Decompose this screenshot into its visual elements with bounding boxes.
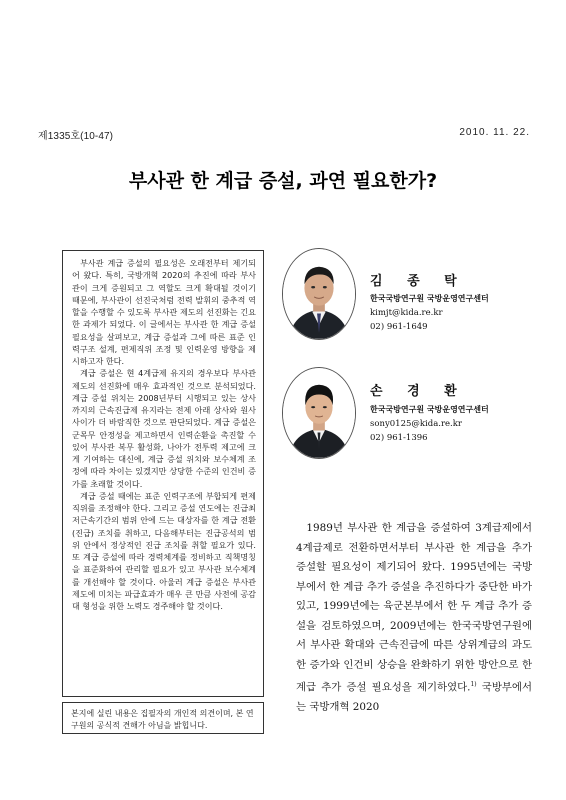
summary-paragraph: 부사관 계급 증설의 필요성은 오래전부터 제기되어 왔다. 특히, 국방개혁 2020의 추진에 따라 부사관이 크게 증원되고 그 역할도 크게 확대될 것이기 때문에, 부사관이 선진국처럼 전력 발휘의 중추적 역할을 수행할 수 있도록 부사관 제도의 선진화는 긴요한 과제가 되었다. 이 글에서는 부사관 한 계급 증설 필요성을 살펴보고, 계급 증설과 그에 따른 표준 인력구조 설계, 편제직위 조정 및 인력운영 방향을 제시하고자 한다. bbox=[72, 258, 256, 366]
body-paragraph bbox=[296, 519, 532, 717]
summary-box bbox=[62, 250, 264, 697]
body-text-segment: 1989년 부사관 한 계급을 증설하여 3계급제에서 4계급제로 전환하면서부터 부사관 한 계급을 추가 증설할 필요성이 제기되어 왔다. 1995년에는 국방부에서 한 계급 추가 증설을 추진하다가 중단한 바가 있고, 1999년에는 육군본부에서 한 두 계급 추가 증설을 검토하였으며, 2009년에는 한국국방연구원에서 부사관 확대와 근속진급에 따른 상위계급의 과도한 증가와 인건비 상승을 완화하기 위한 방안으로 한 계급 추가 증설 필요성을 제기하였다. bbox=[296, 522, 532, 694]
author-photo bbox=[282, 248, 356, 340]
author-org: 한국국방연구원 국방운영연구센터 bbox=[370, 294, 489, 303]
author-photo bbox=[282, 367, 356, 459]
page-title: 부사관 한 계급 증설, 과연 필요한가? bbox=[128, 170, 438, 192]
publication-date: 2010. 11. 22. bbox=[459, 127, 530, 138]
author-email: sony0125@kida.re.kr bbox=[370, 419, 462, 429]
summary-paragraph: 계급 증설 때에는 표준 인력구조에 부합되게 편제직위를 조정해야 한다. 그리고 증설 연도에는 진급최저근속기간의 범위 안에 드는 대상자를 한 계급 전환(진급) 조치를 취하고, 다음해부터는 진급공석의 범위 안에서 정상적인 진급 조치를 취할 필요가 있다. 또 계급 증설에 따라 경력체계를 정비하고 직책명칭을 표준화하여 관리할 필요가 있고 부사관 보수체계를 개선해야 할 것이다. 아울러 계급 증설은 부사관 제도에 미치는 파급효과가 매우 큰 만큼 사전에 공감대 형성을 위한 노력도 경주해야 할 것이다. bbox=[72, 490, 256, 611]
author-phone: 02) 961-1396 bbox=[370, 433, 428, 443]
author-org: 한국국방연구원 국방운영연구센터 bbox=[370, 405, 489, 414]
body-text bbox=[296, 519, 532, 717]
body-text-segment: 국방부에서는 국방개혁 2020 bbox=[296, 681, 532, 713]
disclaimer-box: 본지에 실린 내용은 집필자의 개인적 의견이며, 본 연구원의 공식적 견해가 아님을 밝힙니다. bbox=[62, 702, 264, 734]
issue-number: 제1335호(10-47) bbox=[38, 131, 114, 142]
author-name: 손 경 환 bbox=[370, 384, 467, 399]
footnote-mark[interactable]: 1) bbox=[470, 681, 477, 688]
author-portrait-image bbox=[283, 368, 355, 458]
author-portrait-image bbox=[283, 249, 355, 339]
author-email: kimjt@kida.re.kr bbox=[370, 308, 443, 318]
author-name: 김 종 탁 bbox=[370, 274, 467, 289]
summary-paragraph: 계급 증설은 현 4계급제 유지의 경우보다 부사관 제도의 선진화에 매우 효과적인 것으로 분석되었다. 계급 증설 위치는 2008년부터 시행되고 있는 상사까지의 근속진급제 유지라는 전제 아래 상사와 원사 사이가 더 바람직한 것으로 판단되었다. 계급 증설은 군목무 안정성을 제고하면서 인력순환을 촉진할 수 있어 부사관 복무 활성화, 나아가 전투력 제고에 크게 기여하는 대신에, 계급 증설 위치와 보수체계 조정에 따라 차이는 있겠지만 상당한 수준의 인건비 증가를 초래할 것이다. bbox=[72, 368, 256, 489]
author-phone: 02) 961-1649 bbox=[370, 322, 428, 332]
